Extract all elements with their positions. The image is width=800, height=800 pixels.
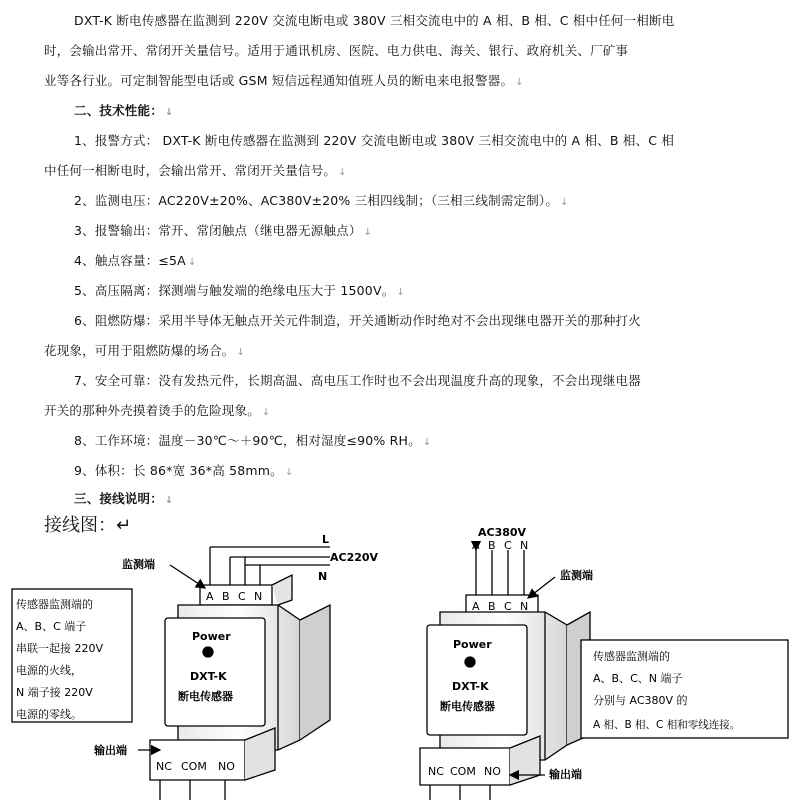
section-heading-wiring: 三、接线说明： ↓ (74, 491, 174, 506)
spec-item-8: 8、工作环境：温度－30℃～＋90℃，相对湿度≤90% RH。 ↓ (74, 433, 432, 448)
left-term-A: A (206, 590, 214, 603)
spec-item-6-cont: 花现象，可用于阻燃防爆的场合。 ↓ (44, 343, 246, 358)
spec-item-7: 7、安全可靠：没有发热元件，长期高温、高电压工作时也不会出现温度升高的现象，不会出现继电器 (74, 373, 641, 388)
spec-item-3: 3、报警输出：常开、常闭触点（继电器无源触点） ↓ (74, 223, 373, 238)
left-note-line-2: A、B、C 端子 (16, 620, 87, 633)
left-term-NC: NC (156, 760, 172, 773)
left-N-label: N (318, 570, 328, 583)
left-L-label: L (322, 533, 330, 546)
spec-item-7-cont: 开关的那种外壳摸着烫手的危险现象。 ↓ (44, 403, 271, 418)
left-note-line-1: 传感器监测端的 (16, 598, 93, 611)
right-power-label: Power (453, 638, 492, 651)
left-monitor-label: 监测端 (122, 558, 155, 571)
left-voltage-label: AC220V (330, 551, 379, 564)
left-term-COM: COM (181, 760, 207, 773)
right-term-COM: COM (450, 765, 476, 778)
right-phase-N: N (520, 539, 529, 552)
left-power-label: Power (192, 630, 231, 643)
spec-item-5: 5、高压隔离：探测端与触发端的绝缘电压大于 1500V。 ↓ (74, 283, 405, 298)
left-term-N: N (254, 590, 263, 603)
right-note-line-3: 分别与 AC380V 的 (593, 694, 688, 707)
right-note-line-4: A 相、B 相、C 相和零线连接。 (593, 719, 741, 731)
left-device-name: 断电传感器 (178, 690, 233, 703)
wiring-diagram-caption: 接线图：↵ (44, 515, 132, 536)
right-note-line-1: 传感器监测端的 (593, 650, 670, 663)
right-device-name: 断电传感器 (440, 700, 495, 713)
right-term-A: A (472, 600, 480, 613)
spec-item-2: 2、监测电压：AC220V±20%、AC380V±20% 三相四线制；（三相三线制需定制）。 ↓ (74, 193, 569, 208)
right-monitor-label: 监测端 (560, 569, 593, 582)
intro-line-2: 时，会输出常开、常闭开关量信号。适用于通讯机房、医院、电力供电、海关、银行、政府机关、厂矿事 (44, 43, 629, 58)
spec-item-9: 9、体积：长 86*宽 36*高 58mm。 ↓ (74, 463, 294, 478)
left-model-label: DXT-K (190, 670, 227, 683)
intro-line-1: DXT-K 断电传感器在监测到 220V 交流电断电或 380V 三相交流电中的 A 相、B 相、C 相中任何一相断电 (74, 13, 675, 28)
section-heading-tech: 二、技术性能： ↓ (74, 103, 174, 118)
right-term-N: N (520, 600, 529, 613)
left-note-line-3: 串联一起接 220V (16, 642, 104, 655)
right-output-label: 输出端 (549, 768, 582, 781)
intro-line-3: 业等各行业。可定制智能型电话或 GSM 短信远程通知值班人员的断电来电报警器。 ↓ (44, 73, 524, 88)
spec-item-6: 6、阻燃防爆：采用半导体无触点开关元件制造，开关通断动作时绝对不会出现继电器开关的那种打火 (74, 313, 641, 328)
left-term-B: B (222, 590, 230, 603)
right-phase-C: C (504, 539, 512, 552)
right-term-NO: NO (484, 765, 501, 778)
right-model-label: DXT-K (452, 680, 489, 693)
right-term-C: C (504, 600, 512, 613)
left-note-line-4: 电源的火线， (16, 664, 82, 677)
right-term-B: B (488, 600, 496, 613)
left-note-line-5: N 端子接 220V (16, 686, 93, 699)
right-note-line-2: A、B、C、N 端子 (593, 672, 683, 685)
left-output-label: 输出端 (94, 744, 127, 757)
left-term-C: C (238, 590, 246, 603)
left-note-line-6: 电源的零线。 (16, 708, 82, 721)
right-term-NC: NC (428, 765, 444, 778)
spec-item-1: 1、报警方式： DXT-K 断电传感器在监测到 220V 交流电断电或 380V 三相交流电中的 A 相、B 相、C 相 (74, 133, 675, 148)
spec-item-4: 4、触点容量：≤5A ↓ (74, 253, 197, 268)
left-term-NO: NO (218, 760, 235, 773)
right-phase-B: B (488, 539, 496, 552)
spec-item-1-cont: 中任何一相断电时，会输出常开、常闭开关量信号。 ↓ (44, 163, 347, 178)
right-phase-A: A (472, 539, 480, 552)
right-voltage-label: AC380V (478, 526, 527, 539)
